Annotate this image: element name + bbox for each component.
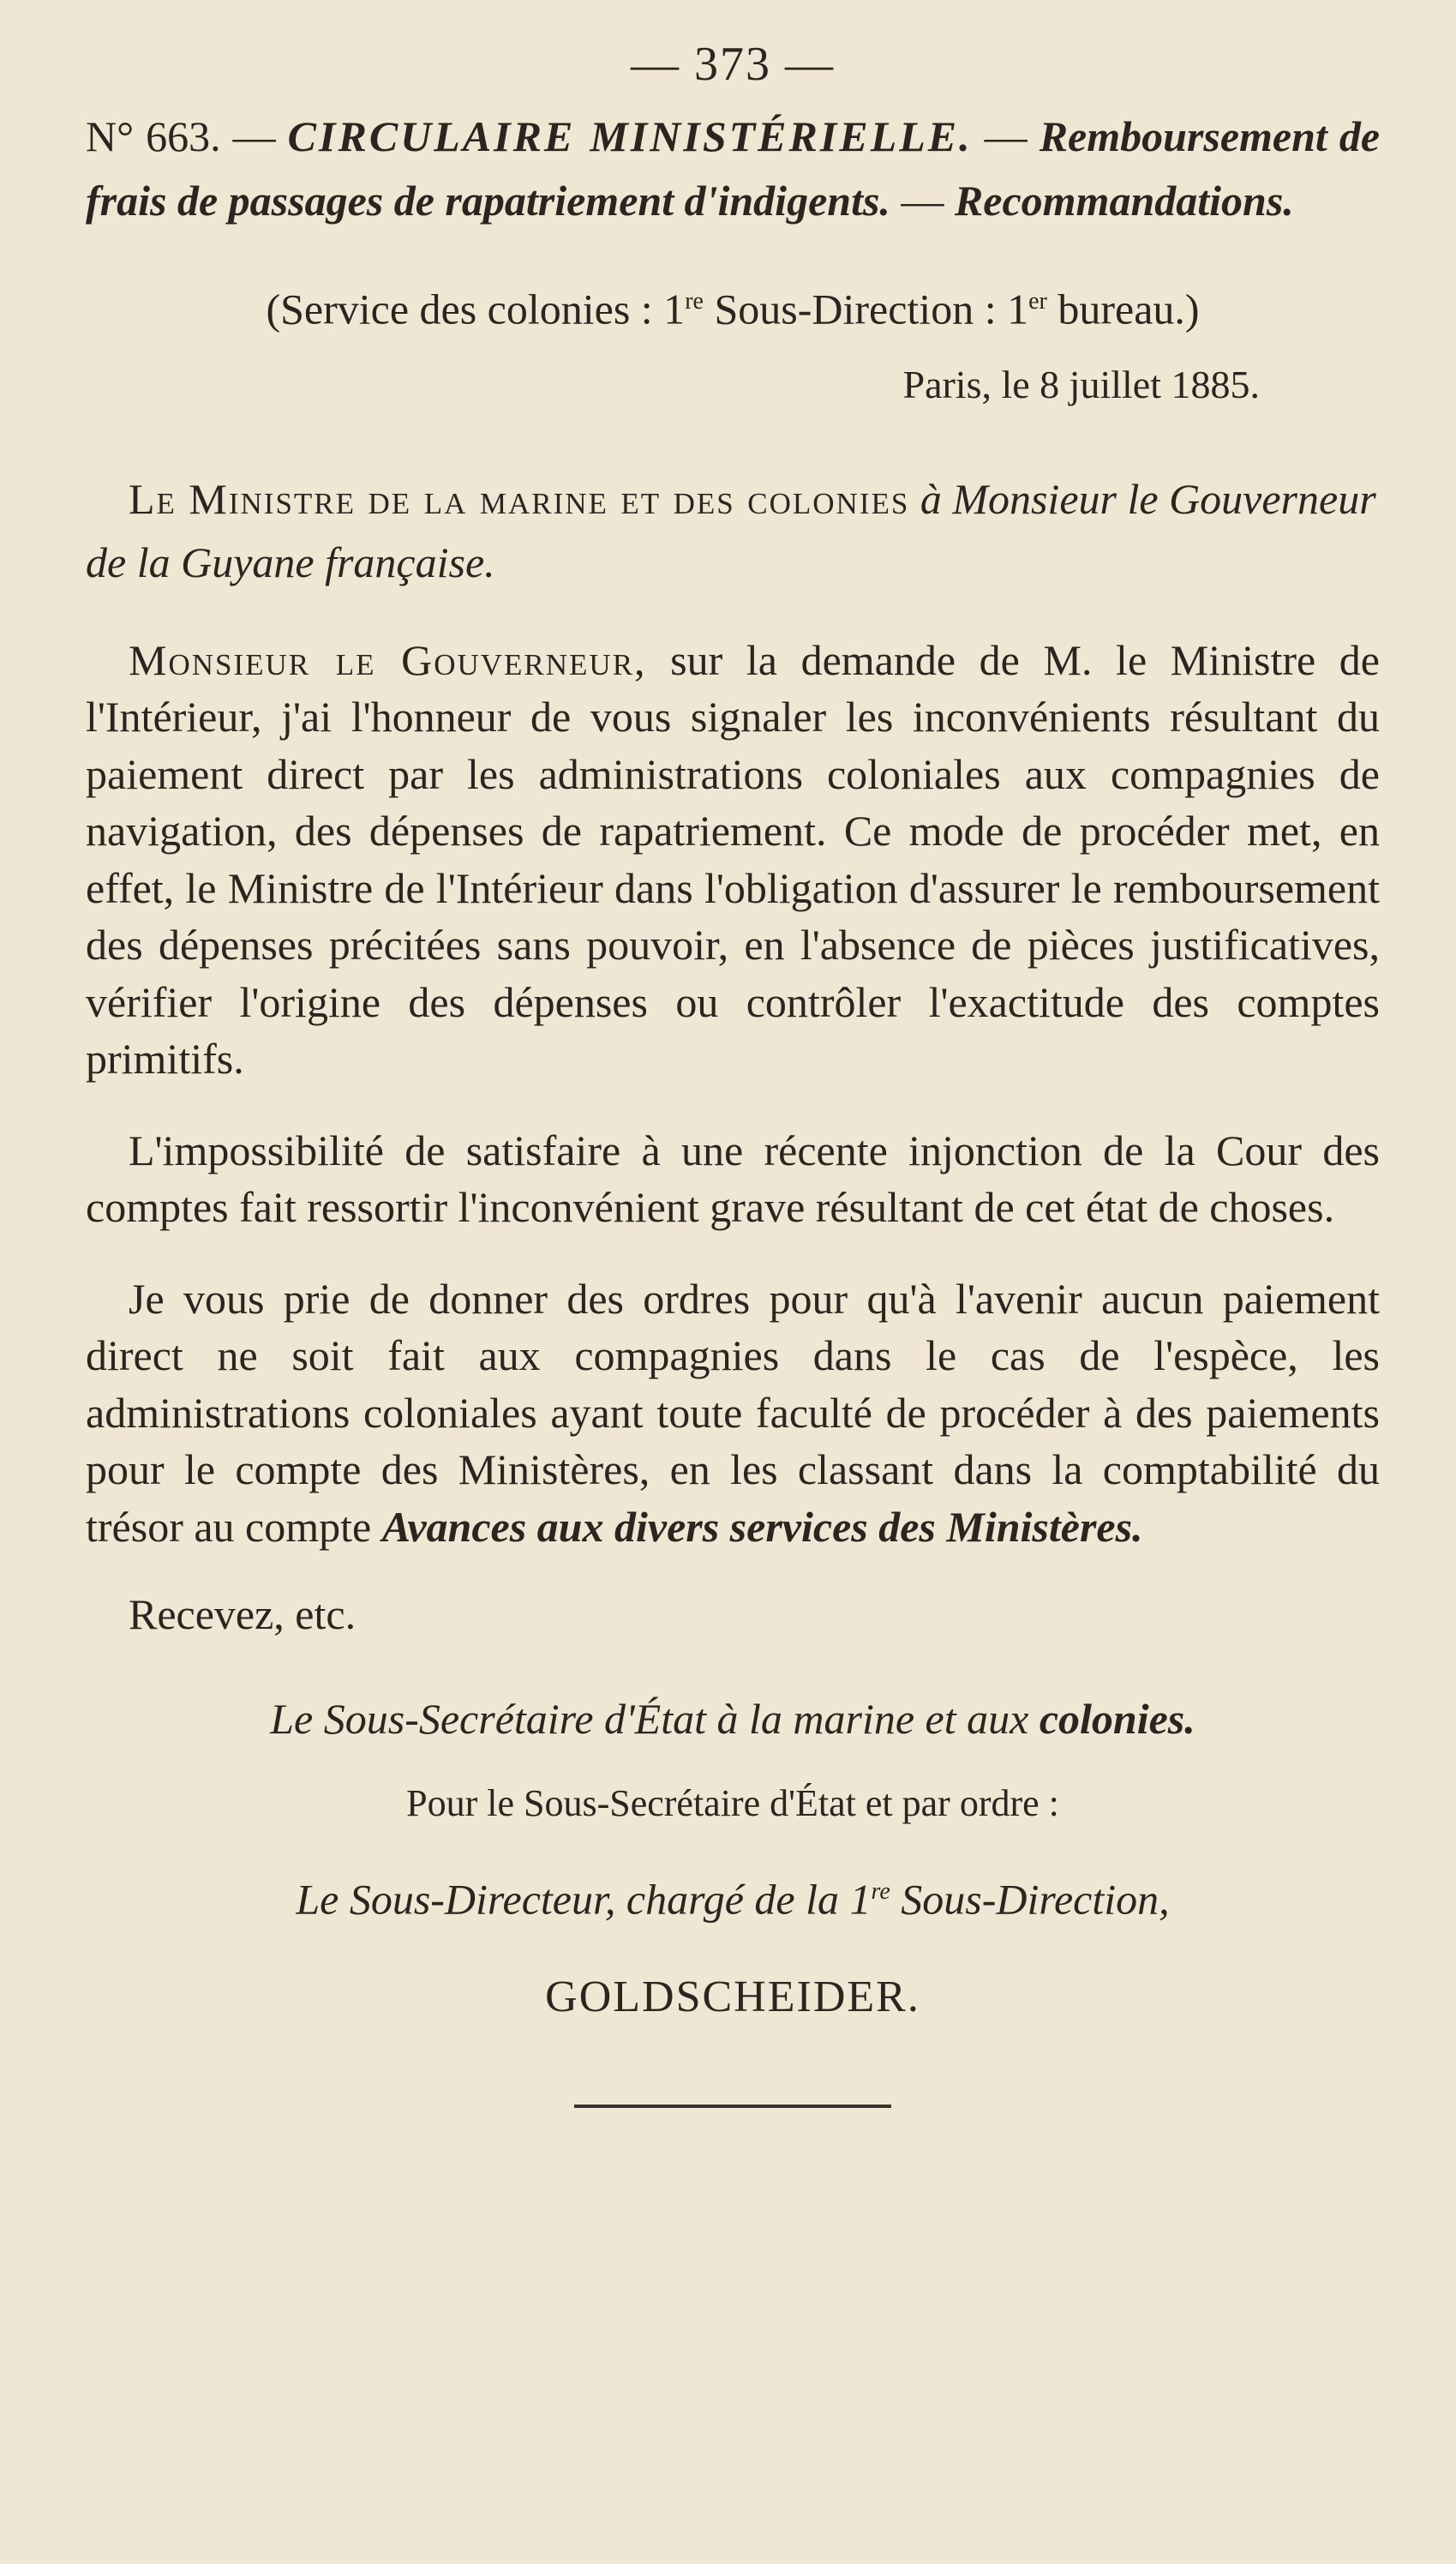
signature-name: GOLDSCHEIDER.: [545, 1972, 920, 2021]
date-line: Paris, le 8 juillet 1885.: [902, 362, 1260, 406]
salutation: Monsieur le Gouverneur,: [129, 635, 647, 684]
order-line: Pour le Sous-Secrétaire d'État et par ordre :: [406, 1782, 1059, 1825]
heading-dash: —: [890, 177, 955, 225]
heading-dash: —: [972, 112, 1040, 160]
heading-dash: —: [220, 112, 288, 160]
signatory-title-text: Le Sous-Secrétaire d'État à la marine et aux: [270, 1695, 1040, 1744]
paragraph-1: [86, 632, 1380, 1088]
signer-superscript: re: [871, 1878, 890, 1906]
paragraph-text: Je vous prie de donner des ordres pour qu'à l'avenir aucun paiement direct ne soit fait aux compagnies dans le cas de l'espèce, les administrations coloniales ayant toute faculté de procéder à des paiements pour le compte des Ministères, en les classant dans la comptabilité du trésor au compte: [86, 1274, 1380, 1551]
signatory-title: [86, 1690, 1380, 1747]
circular-heading: [86, 105, 1380, 233]
document-page: [86, 34, 1380, 2108]
service-text: (Service des colonies : 1: [266, 285, 686, 333]
page-number: — 373 —: [631, 38, 835, 91]
circular-number: N° 663.: [86, 112, 221, 160]
signatory-title-bold: colonies.: [1039, 1695, 1195, 1744]
service-text: bureau.): [1046, 285, 1200, 333]
account-name: Avances aux divers services des Ministères.: [381, 1502, 1143, 1551]
paragraph-3: [86, 1270, 1380, 1556]
paragraph-2: L'impossibilité de satisfaire à une récente injonction de la Cour des comptes fait ressortir l'inconvénient grave résultant de cet état de choses.: [86, 1126, 1380, 1232]
circular-type: CIRCULAIRE MINISTÉRIELLE.: [287, 112, 973, 160]
service-line: [86, 274, 1380, 337]
service-superscript: er: [1028, 288, 1047, 315]
circular-topic: Recommandations.: [954, 177, 1294, 225]
signer-line: [86, 1864, 1380, 1928]
address-line: [86, 467, 1380, 594]
signer-text: Sous-Direction,: [890, 1875, 1170, 1924]
signer-text: Le Sous-Directeur, chargé de la 1: [296, 1875, 872, 1924]
end-rule: [574, 2105, 891, 2108]
circular-subject: Remboursement de frais de passages de rapatriement d'indigents.: [86, 112, 1381, 225]
service-superscript: re: [685, 288, 704, 315]
paragraph-text: sur la demande de M. le Ministre de l'Intérieur, j'ai l'honneur de vous signaler les inconvénients résultant du paiement direct par les administrations coloniales aux compagnies de navigation, des dépenses de rapatriement. Ce mode de procéder met, en effet, le Ministre de l'Intérieur dans l'obligation d'assurer le remboursement des dépenses précitées sans pouvoir, en l'absence de pièces justificatives, vérifier l'origine des dépenses ou contrôler l'exactitude des comptes primitifs.: [86, 635, 1380, 1084]
service-text: Sous-Direction : 1: [703, 285, 1029, 333]
recipient: à Monsieur le Gouverneur de la Guyane française.: [86, 474, 1376, 586]
sender: Le Ministre de la marine et des colonies: [129, 474, 910, 523]
closing-line: Recevez, etc.: [129, 1590, 357, 1639]
